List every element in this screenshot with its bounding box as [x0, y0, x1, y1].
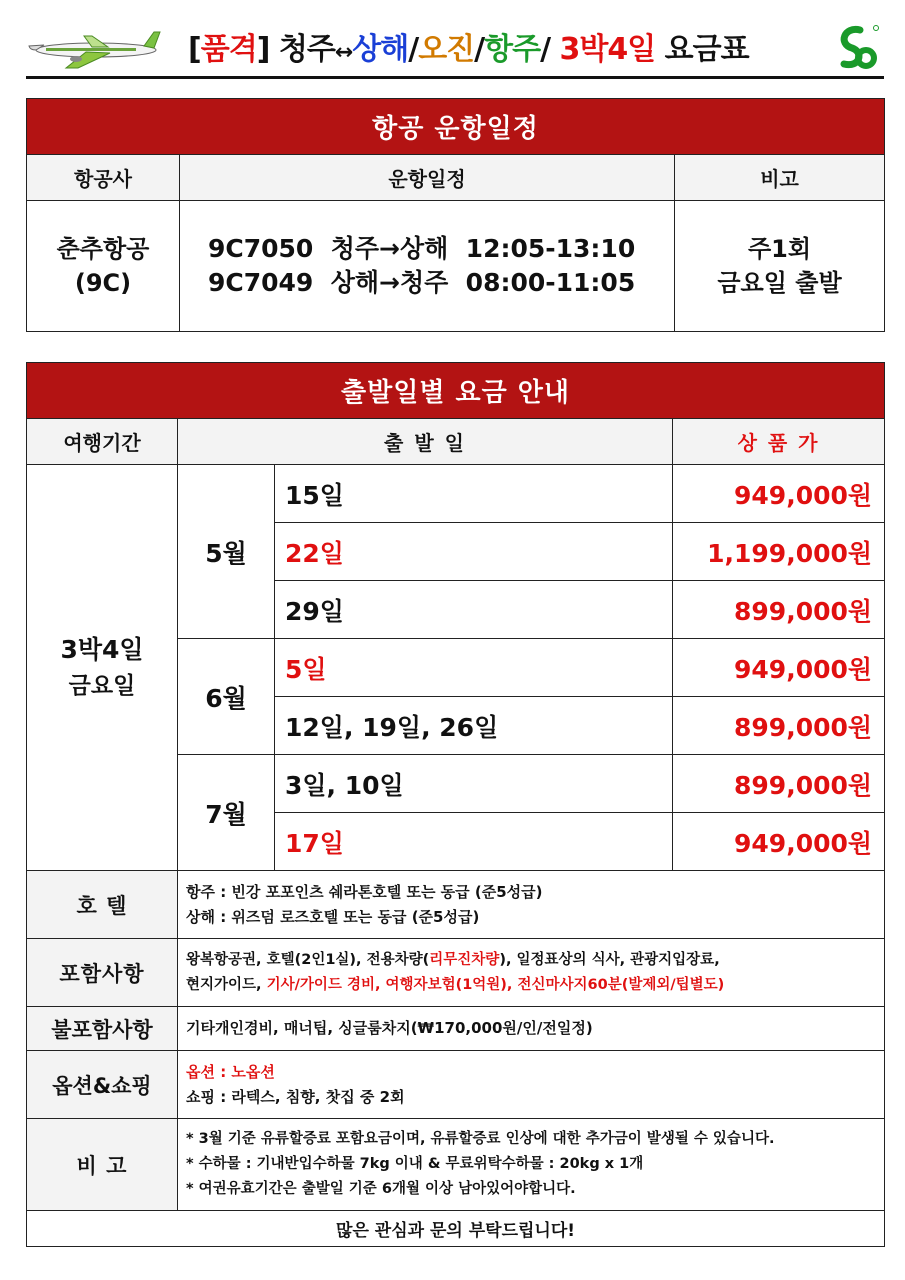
- col-header-note: 비고: [675, 155, 885, 201]
- airline-name: 춘추항공: [56, 235, 150, 263]
- month-july: 7월: [178, 755, 275, 871]
- remarks-info: [178, 1119, 885, 1211]
- price: 949,000원: [673, 465, 885, 523]
- note-cell: [675, 201, 885, 332]
- title-tag: 품격: [200, 32, 257, 67]
- fare-table-banner: 출발일별 요금 안내: [27, 363, 885, 419]
- title-duration: 3박4일: [559, 32, 656, 67]
- airline-code: (9C): [74, 269, 132, 297]
- flight-table-banner: 항공 운항일정: [27, 99, 885, 155]
- departure-date: 29일: [275, 581, 673, 639]
- included-label: 포함사항: [27, 939, 178, 1007]
- title-bracket-close: ]: [256, 32, 279, 67]
- schedule-cell: [180, 201, 675, 332]
- departure-date: 3일, 10일: [275, 755, 673, 813]
- header-rule: [26, 76, 884, 79]
- included-text: 왕복항공권, 호텔(2인1실), 전용차량(: [186, 951, 430, 968]
- options-info: [178, 1051, 885, 1119]
- price: 899,000원: [673, 697, 885, 755]
- title-dest-hangzhou: 항주: [484, 32, 541, 67]
- hotel-shanghai: 상해 : 위즈덤 로즈호텔 또는 동급 (준5성급): [186, 907, 480, 926]
- included-highlight: 리무진차량: [429, 951, 500, 968]
- departure-day-note: 금요일 출발: [717, 269, 842, 297]
- col-header-schedule: 운항일정: [180, 155, 675, 201]
- included-highlight: 기사/가이드 경비, 여행자보험(1억원), 전신마사지60분(발제외/팁별도): [266, 976, 725, 993]
- title-bracket-open: [: [188, 32, 201, 67]
- travel-period-cell: [27, 465, 178, 871]
- price: 949,000원: [673, 639, 885, 697]
- title-dest-shanghai: 상해: [352, 32, 409, 67]
- col-header-departure-date: 출 발 일: [178, 419, 673, 465]
- option-line: 옵션 : 노옵션: [186, 1062, 275, 1081]
- hotel-label: 호 텔: [27, 871, 178, 939]
- fare-table: [26, 362, 885, 1247]
- page-title: [188, 24, 749, 68]
- airplane-icon: [26, 28, 161, 70]
- period-day: 금요일: [68, 672, 136, 699]
- airline-cell: [27, 201, 180, 332]
- title-dest-wuzhen: 오진: [418, 32, 475, 67]
- price: 899,000원: [673, 581, 885, 639]
- hotel-info: [178, 871, 885, 939]
- shopping-line: 쇼핑 : 라텍스, 침향, 찻집 중 2회: [186, 1087, 405, 1106]
- departure-date: 12일, 19일, 26일: [275, 697, 673, 755]
- hotel-hangzhou: 항주 : 빈강 포포인츠 쉐라톤호텔 또는 동급 (준5성급): [186, 882, 543, 901]
- included-info: [178, 939, 885, 1007]
- month-june: 6월: [178, 639, 275, 755]
- excluded-info: 기타개인경비, 매너팁, 싱글룸차지(₩170,000원/인/전일정): [178, 1007, 885, 1051]
- month-may: 5월: [178, 465, 275, 639]
- flight-schedule-table: [26, 98, 885, 332]
- title-origin: 청주: [278, 32, 335, 67]
- title-slash: /: [540, 32, 560, 67]
- title-slash: /: [474, 32, 485, 67]
- remarks-label: 비 고: [27, 1119, 178, 1211]
- departure-date: 17일: [275, 813, 673, 871]
- col-header-airline: 항공사: [27, 155, 180, 201]
- included-line-2: [186, 973, 876, 998]
- departure-date: 22일: [275, 523, 673, 581]
- price: 949,000원: [673, 813, 885, 871]
- outbound-flight: 9C7050 청주→상해 12:05-13:10: [208, 234, 636, 263]
- period-duration: 3박4일: [60, 634, 144, 664]
- title-slash: /: [408, 32, 419, 67]
- remark-passport: * 여권유효기간은 출발일 기준 6개월 이상 남아있어야합니다.: [186, 1181, 576, 1197]
- included-text: 현지가이드,: [186, 976, 267, 993]
- departure-date: 15일: [275, 465, 673, 523]
- page-header: [26, 18, 884, 78]
- title-suffix: 요금표: [655, 32, 749, 67]
- included-text: ), 일정표상의 식사, 관광지입장료,: [499, 951, 720, 968]
- excluded-label: 불포함사항: [27, 1007, 178, 1051]
- footer-message: 많은 관심과 문의 부탁드립니다!: [27, 1211, 885, 1247]
- airline-logo-icon: [830, 22, 882, 74]
- col-header-price: 상 품 가: [673, 419, 885, 465]
- price: 899,000원: [673, 755, 885, 813]
- col-header-period: 여행기간: [27, 419, 178, 465]
- price: 1,199,000원: [673, 523, 885, 581]
- remark-baggage: * 수하물 : 기내반입수하물 7kg 이내 & 무료위탁수하물 : 20kg x 1개: [186, 1156, 644, 1172]
- options-label: 옵션&쇼핑: [27, 1051, 178, 1119]
- included-line-1: [186, 948, 876, 973]
- title-arrow: ↔: [334, 40, 353, 65]
- frequency-note: 주1회: [747, 235, 812, 263]
- remark-fuel: * 3월 기준 유류할증료 포함요금이며, 유류할증료 인상에 대한 추가금이 발생될 수 있습니다.: [186, 1131, 775, 1147]
- departure-date: 5일: [275, 639, 673, 697]
- return-flight: 9C7049 상해→청주 08:00-11:05: [208, 268, 636, 297]
